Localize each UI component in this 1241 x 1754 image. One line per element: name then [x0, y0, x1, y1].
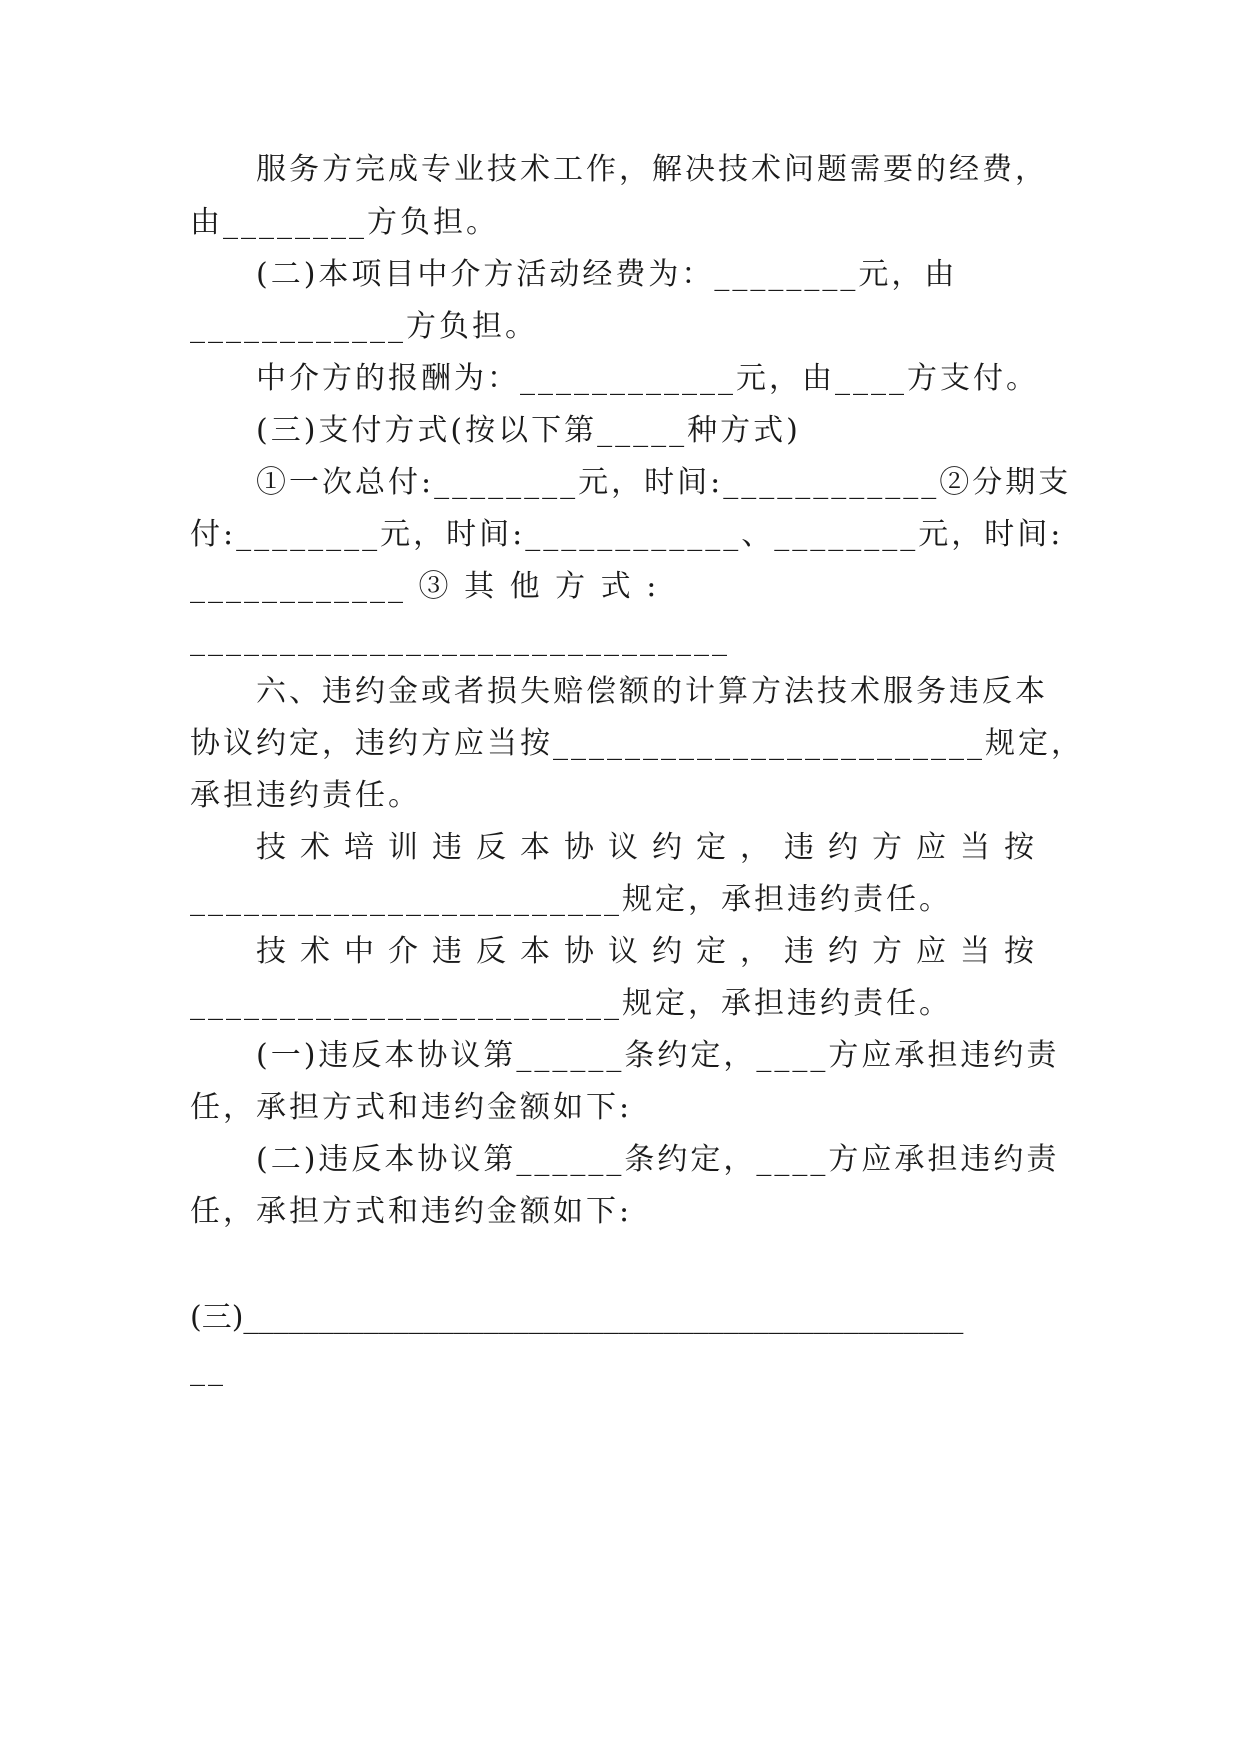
paragraph-line: 付:________元，时间:____________、________元，时间: — [190, 517, 1064, 552]
paragraph-line: 任，承担方式和违约金额如下: — [190, 1090, 633, 1125]
paragraph-line: (三)支付方式(按以下第_____种方式) — [256, 413, 801, 448]
paragraph-line: 任，承担方式和违约金额如下: — [190, 1194, 633, 1229]
paragraph-line: 中介方的报酬为：____________元，由____方支付。 — [256, 361, 1039, 396]
paragraph-line: ______________________________ — [190, 622, 730, 657]
paragraph-line: 承担违约责任。 — [190, 778, 421, 813]
paragraph-line: ①一次总付:________元，时间:____________②分期支 — [256, 465, 1072, 500]
paragraph-line: ________________________规定，承担违约责任。 — [190, 986, 952, 1021]
paragraph-line: (三)________________________________________________ — [190, 1300, 964, 1335]
paragraph-line: ____________方负担。 — [190, 309, 538, 344]
paragraph-line: (二)本项目中介方活动经费为：________元，由 — [256, 257, 958, 292]
paragraph-line: (一)违反本协议第______条约定，____方应承担违约责 — [256, 1038, 1060, 1073]
paragraph-line: 服务方完成专业技术工作，解决技术问题需要的经费， — [256, 152, 1048, 187]
paragraph-line: ____________ ③ 其 他 方 式 : — [190, 569, 660, 604]
section-heading: 六、违约金或者损失赔偿额的计算方法技术服务违反本 — [256, 674, 1048, 709]
paragraph-line: ________________________规定，承担违约责任。 — [190, 882, 952, 917]
paragraph-line: __ — [190, 1352, 226, 1387]
paragraph-line: 技术中介违反本协议约定，违约方应当按 — [256, 934, 1048, 969]
paragraph-line: 由________方负担。 — [190, 205, 499, 240]
paragraph-line: 协议约定，违约方应当按________________________规定， — [190, 726, 1084, 761]
paragraph-line: (二)违反本协议第______条约定，____方应承担违约责 — [256, 1142, 1060, 1177]
paragraph-line: 技术培训违反本协议约定，违约方应当按 — [256, 830, 1048, 865]
